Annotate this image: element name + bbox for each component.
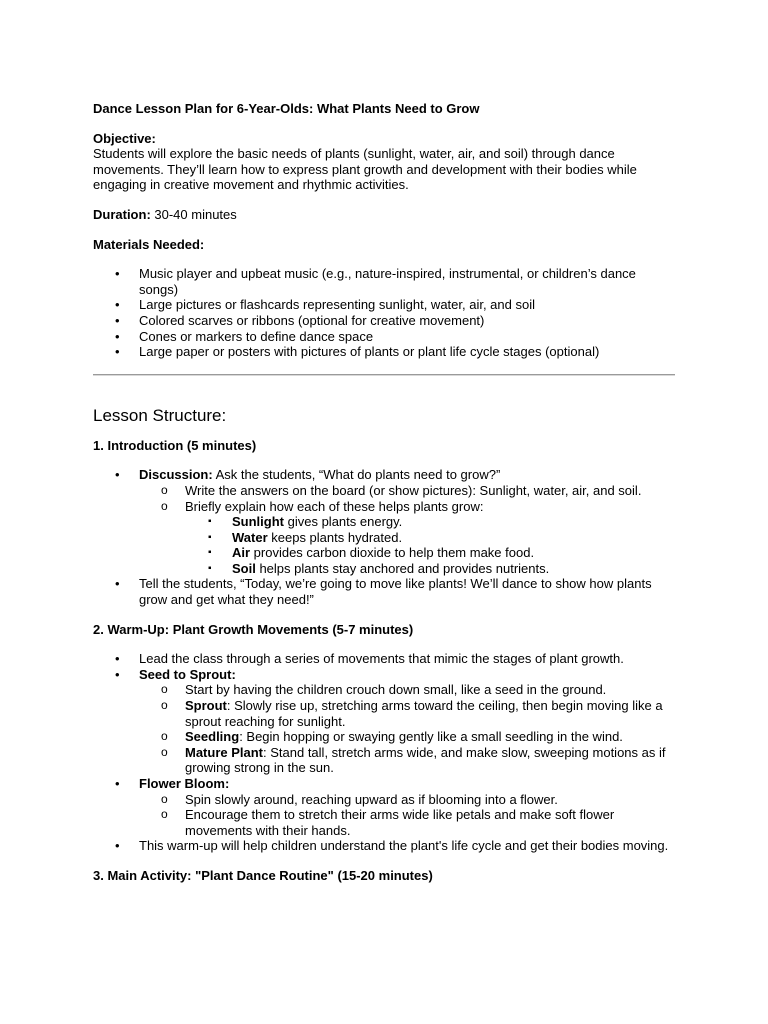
list-item bbox=[139, 499, 678, 577]
list-item bbox=[93, 344, 678, 360]
circle-marker: o bbox=[161, 729, 168, 744]
square-marker: ▪ bbox=[208, 516, 212, 528]
material-item-text: Large pictures or flashcards representing sunlight, water, air, and soil bbox=[139, 297, 535, 313]
bullet-marker: • bbox=[115, 297, 120, 313]
list-item bbox=[139, 729, 678, 745]
bullet-marker: • bbox=[115, 266, 120, 282]
warmup-list bbox=[93, 651, 678, 854]
list-item bbox=[93, 838, 678, 854]
warmup-lead-text: Lead the class through a series of movements that mimic the stages of plant growth. bbox=[139, 651, 624, 667]
bullet-marker: • bbox=[115, 467, 120, 483]
duration-line bbox=[93, 207, 678, 223]
lesson-structure-heading: Lesson Structure: bbox=[93, 405, 227, 425]
square-marker: ▪ bbox=[208, 531, 212, 543]
need-text: keeps plants hydrated. bbox=[267, 529, 403, 545]
list-item bbox=[139, 792, 678, 808]
needs-list bbox=[185, 514, 678, 576]
list-item bbox=[93, 297, 678, 313]
material-item-text: Colored scarves or ribbons (optional for creative movement) bbox=[139, 312, 485, 328]
materials-heading: Materials Needed: bbox=[93, 236, 205, 252]
list-item bbox=[93, 313, 678, 329]
list-item bbox=[93, 266, 678, 297]
discussion-text: Ask the students, “What do plants need to grow?” bbox=[212, 467, 501, 483]
circle-marker: o bbox=[161, 682, 168, 697]
tell-text: Tell the students, “Today, we’re going to move like plants! We’ll dance to show how plants grow and get what they need!” bbox=[139, 576, 652, 608]
document-title: Dance Lesson Plan for 6-Year-Olds: What Plants Need to Grow bbox=[93, 101, 480, 116]
materials-list bbox=[93, 266, 678, 360]
square-marker: ▪ bbox=[208, 562, 212, 574]
circle-marker: o bbox=[161, 807, 168, 822]
seed-to-sprout-label: Seed to Sprout: bbox=[139, 666, 236, 682]
sublist-text: Write the answers on the board (or show pictures): Sunlight, water, air, and soil. bbox=[185, 482, 642, 498]
seed-sublist bbox=[139, 682, 678, 776]
list-item bbox=[93, 776, 678, 838]
need-text: helps plants stay anchored and provides nutrients. bbox=[255, 560, 550, 576]
discussion-label: Discussion: bbox=[139, 467, 213, 483]
material-item-text: Music player and upbeat music (e.g., nature-inspired, instrumental, or children’s dance songs) bbox=[139, 266, 636, 297]
list-item bbox=[93, 329, 678, 345]
stage-term: Mature Plant bbox=[185, 744, 264, 760]
bullet-marker: • bbox=[115, 344, 120, 360]
intro-list bbox=[93, 467, 678, 607]
list-item bbox=[139, 745, 678, 776]
circle-marker: o bbox=[161, 498, 168, 513]
need-term: Soil bbox=[232, 560, 256, 576]
need-text: gives plants energy. bbox=[284, 514, 403, 530]
discussion-sublist bbox=[139, 483, 678, 577]
section-2-heading: 2. Warm-Up: Plant Growth Movements (5-7 minutes) bbox=[93, 621, 414, 637]
list-item bbox=[185, 530, 678, 546]
material-item-text: Large paper or posters with pictures of plants or plant life cycle stages (optional) bbox=[139, 344, 600, 360]
section-3-heading: 3. Main Activity: "Plant Dance Routine" (15-20 minutes) bbox=[93, 867, 433, 883]
flower-bloom-label: Flower Bloom: bbox=[139, 776, 230, 791]
bullet-marker: • bbox=[115, 576, 120, 592]
list-item bbox=[139, 698, 678, 729]
need-term: Water bbox=[232, 529, 268, 545]
list-item bbox=[93, 467, 678, 576]
stage-text: : Stand tall, stretch arms wide, and make slow, sweeping motions as if growing strong in the sun. bbox=[185, 744, 666, 776]
duration-value: 30-40 minutes bbox=[150, 206, 237, 222]
need-term: Sunlight bbox=[232, 514, 284, 530]
stage-text: : Slowly rise up, stretching arms toward the ceiling, then begin moving like a sprout reaching for sunlight. bbox=[185, 698, 663, 729]
circle-marker: o bbox=[161, 698, 168, 713]
list-item bbox=[185, 561, 678, 577]
bullet-marker: • bbox=[115, 651, 120, 667]
bullet-marker: • bbox=[115, 328, 120, 344]
list-item bbox=[93, 667, 678, 776]
warmup-note-text: This warm-up will help children understand the plant's life cycle and get their bodies moving. bbox=[139, 838, 669, 854]
need-term: Air bbox=[232, 545, 251, 561]
stage-text: : Begin hopping or swaying gently like a small seedling in the wind. bbox=[239, 729, 623, 745]
objective-heading: Objective: bbox=[93, 130, 156, 146]
duration-label: Duration: bbox=[93, 206, 151, 222]
horizontal-divider bbox=[93, 374, 675, 376]
material-item-text: Cones or markers to define dance space bbox=[139, 328, 374, 344]
stage-term: Seedling bbox=[185, 729, 240, 745]
sublist-text: Spin slowly around, reaching upward as if blooming into a flower. bbox=[185, 791, 558, 807]
list-item bbox=[93, 576, 678, 607]
bullet-marker: • bbox=[115, 838, 120, 854]
sublist-text: Briefly explain how each of these helps plants grow: bbox=[185, 498, 484, 514]
list-item bbox=[185, 545, 678, 561]
circle-marker: o bbox=[161, 791, 168, 806]
sublist-text: Encourage them to stretch their arms wide like petals and make soft flower movements with their hands. bbox=[185, 807, 615, 838]
objective-text: Students will explore the basic needs of plants (sunlight, water, air, and soil) through dance movements. They’ll learn how to express plant growth and development with their bodies while engaging in creative movement and rhythmic activities. bbox=[93, 146, 637, 193]
bullet-marker: • bbox=[115, 666, 120, 682]
list-item bbox=[139, 682, 678, 698]
need-text: provides carbon dioxide to help them make food. bbox=[250, 545, 535, 561]
circle-marker: o bbox=[161, 482, 168, 497]
list-item bbox=[93, 651, 678, 667]
list-item bbox=[139, 483, 678, 499]
list-item bbox=[139, 807, 678, 838]
section-1-heading: 1. Introduction (5 minutes) bbox=[93, 437, 257, 453]
bullet-marker: • bbox=[115, 312, 120, 328]
list-item bbox=[185, 514, 678, 530]
bullet-marker: • bbox=[115, 776, 120, 791]
document-page bbox=[93, 101, 678, 884]
stage-term: Sprout bbox=[185, 698, 227, 714]
flower-sublist bbox=[139, 792, 678, 839]
circle-marker: o bbox=[161, 744, 168, 759]
sublist-text: Start by having the children crouch down small, like a seed in the ground. bbox=[185, 682, 607, 698]
square-marker: ▪ bbox=[208, 547, 212, 559]
